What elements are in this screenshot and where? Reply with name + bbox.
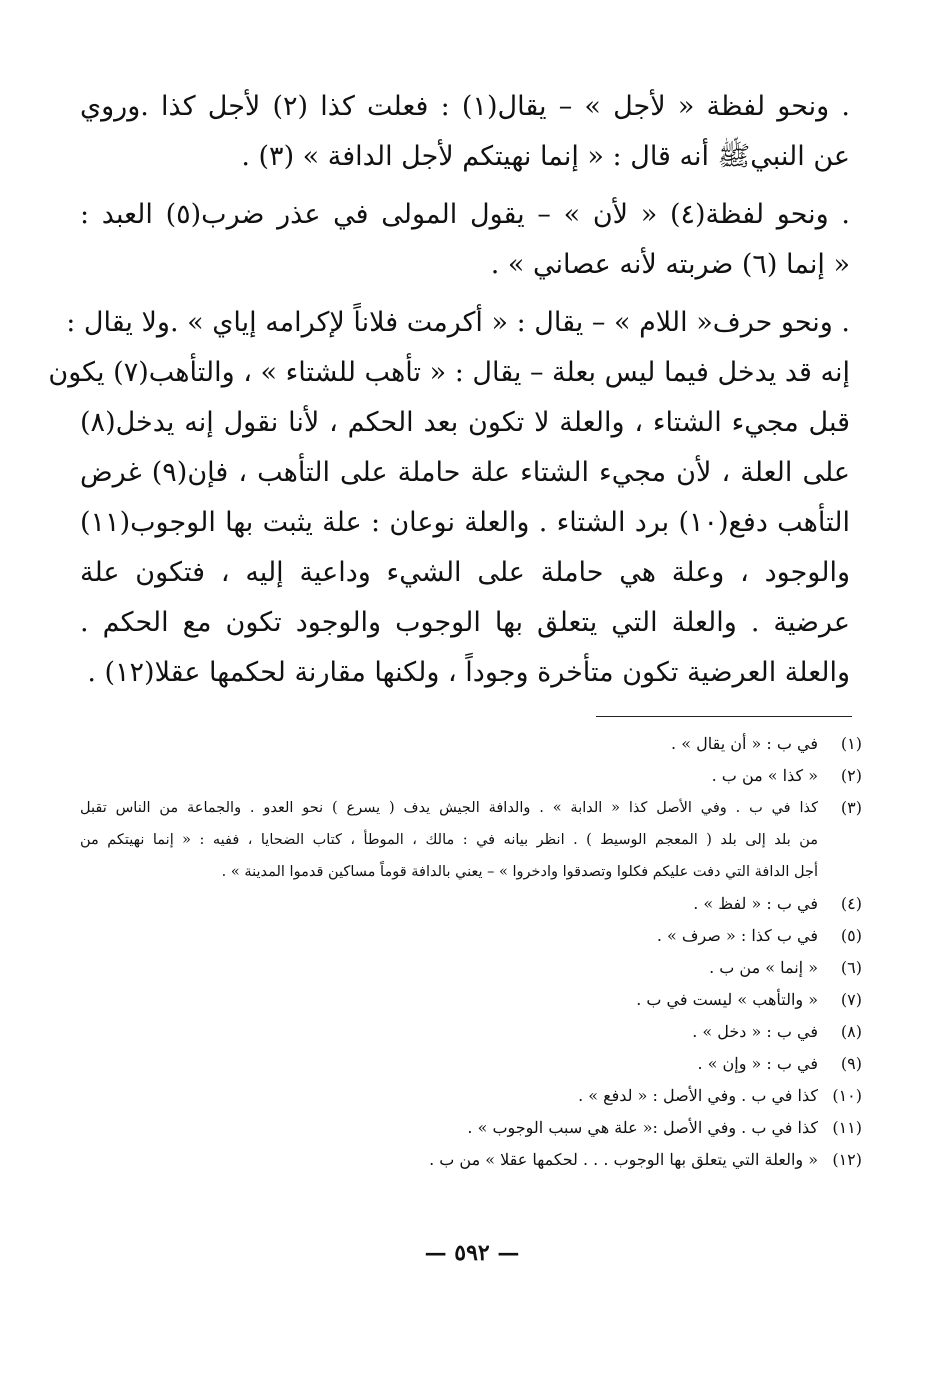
- text-line: . ونحو لفظة(٤) « لأن » – يقول المولى في عذر ضرب(٥) العبد :: [80, 199, 850, 230]
- footnote-separator: [596, 716, 852, 717]
- footnote: [80, 792, 862, 888]
- text-line: والعلة العرضية تكون متأخرة وجوداً ، ولكنها مقارنة لحكمها عقلا(١٢) .: [87, 657, 850, 688]
- text-line: على العلة ، لأن مجيء الشتاء علة حاملة على التأهب ، فإن(٩) غرض: [80, 457, 851, 488]
- paragraph: [80, 82, 850, 182]
- footnote: [80, 1080, 862, 1112]
- text-line: عرضية . والعلة التي يتعلق بها الوجوب والوجود تكون مع الحكم .: [80, 607, 850, 638]
- main-text: [48, 82, 851, 698]
- text-line: . ونحو لفظة « لأجل » – يقال(١) : فعلت كذا (٢) لأجل كذا .وروي: [80, 91, 850, 122]
- footnote-number: (٧): [840, 990, 862, 1009]
- footnote-number: (١٢): [832, 1150, 862, 1169]
- text-line: عن النبيﷺ أنه قال : « إنما نهيتكم لأجل الدافة » (٣) .: [241, 141, 850, 172]
- footnote-number: (١٠): [832, 1086, 862, 1105]
- footnote-number: (٣): [840, 798, 862, 817]
- footnote-text: كذا في ب . وفي الأصل كذا « الدابة » . والدافة الجيش يدف ( يسرع ) نحو العدو . والجماعة من الناس تقبل: [80, 800, 818, 816]
- footnote-text: أجل الدافة التي دفت عليكم فكلوا وتصدقوا وادخروا » – يعني بالدافة قوماً مساكين قدموا المدينة » .: [221, 864, 818, 880]
- footnote-number: (٤): [840, 894, 862, 913]
- footnote-text: كذا في ب . وفي الأصل :« علة هي سبب الوجوب » .: [467, 1118, 818, 1137]
- paragraph: [80, 190, 850, 290]
- footnote: [80, 952, 862, 984]
- footnote: [80, 888, 862, 920]
- footnote-text: من بلد إلى بلد ( المعجم الوسيط ) . انظر بيانه في : مالك ، الموطأ ، كتاب الضحايا ، ففيه : « إنما نهيتكم من: [80, 832, 818, 848]
- page-number: — ٥٩٢ —: [424, 1240, 520, 1266]
- footnotes: [80, 728, 862, 1176]
- text-line: إنه قد يدخل فيما ليس بعلة – يقال : « تأهب للشتاء » ، والتأهب(٧) يكون: [48, 357, 850, 388]
- footnote-number: (١): [840, 734, 862, 753]
- footnote-text: في ب : « دخل » .: [692, 1022, 818, 1041]
- footnote-text: كذا في ب . وفي الأصل : « لدفع » .: [578, 1086, 818, 1105]
- footnote-text: « والعلة التي يتعلق بها الوجوب . . . لحكمها عقلا » من ب .: [429, 1150, 818, 1169]
- text-line: قبل مجيء الشتاء ، والعلة لا تكون بعد الحكم ، لأنا نقول إنه يدخل(٨): [80, 407, 850, 438]
- text-line: . ونحو حرف« اللام » – يقال : « أكرمت فلاناً لإكرامه إياي » .ولا يقال :: [66, 307, 850, 338]
- footnote-number: (٩): [840, 1054, 862, 1073]
- footnote: [80, 984, 862, 1016]
- text-line: « إنما (٦) ضربته لأنه عصاني » .: [490, 249, 850, 280]
- footnote-number: (٢): [840, 766, 862, 785]
- footnote-text: « إنما » من ب .: [709, 958, 818, 977]
- footnote: [80, 1048, 862, 1080]
- paragraph: [48, 298, 851, 698]
- footnote-number: (٦): [840, 958, 862, 977]
- footnote-text: في ب : « لفظ » .: [693, 894, 818, 913]
- text-line: والوجود ، وعلة هي حاملة على الشيء وداعية إليه ، فتكون علة: [80, 557, 850, 588]
- footnote-number: (٨): [840, 1022, 862, 1041]
- footnote: [80, 760, 862, 792]
- footnote-text: في ب : « أن يقال » .: [671, 734, 818, 753]
- footnote-number: (١١): [832, 1118, 862, 1137]
- footnote-text: في ب : « وإن » .: [697, 1054, 818, 1073]
- footnote-text: في ب كذا : « صرف » .: [656, 926, 818, 945]
- footnote-number: (٥): [840, 926, 862, 945]
- footnote-text: « والتأهب » ليست في ب .: [636, 990, 818, 1009]
- text-line: التأهب دفع(١٠) برد الشتاء . والعلة نوعان : علة يثبت بها الوجوب(١١): [80, 507, 850, 538]
- footnote: [80, 1112, 862, 1144]
- footnote: [80, 920, 862, 952]
- footnote: [80, 728, 862, 760]
- footnote: [80, 1016, 862, 1048]
- footnote: [80, 1144, 862, 1176]
- footnote-text: « كذا » من ب .: [711, 766, 818, 785]
